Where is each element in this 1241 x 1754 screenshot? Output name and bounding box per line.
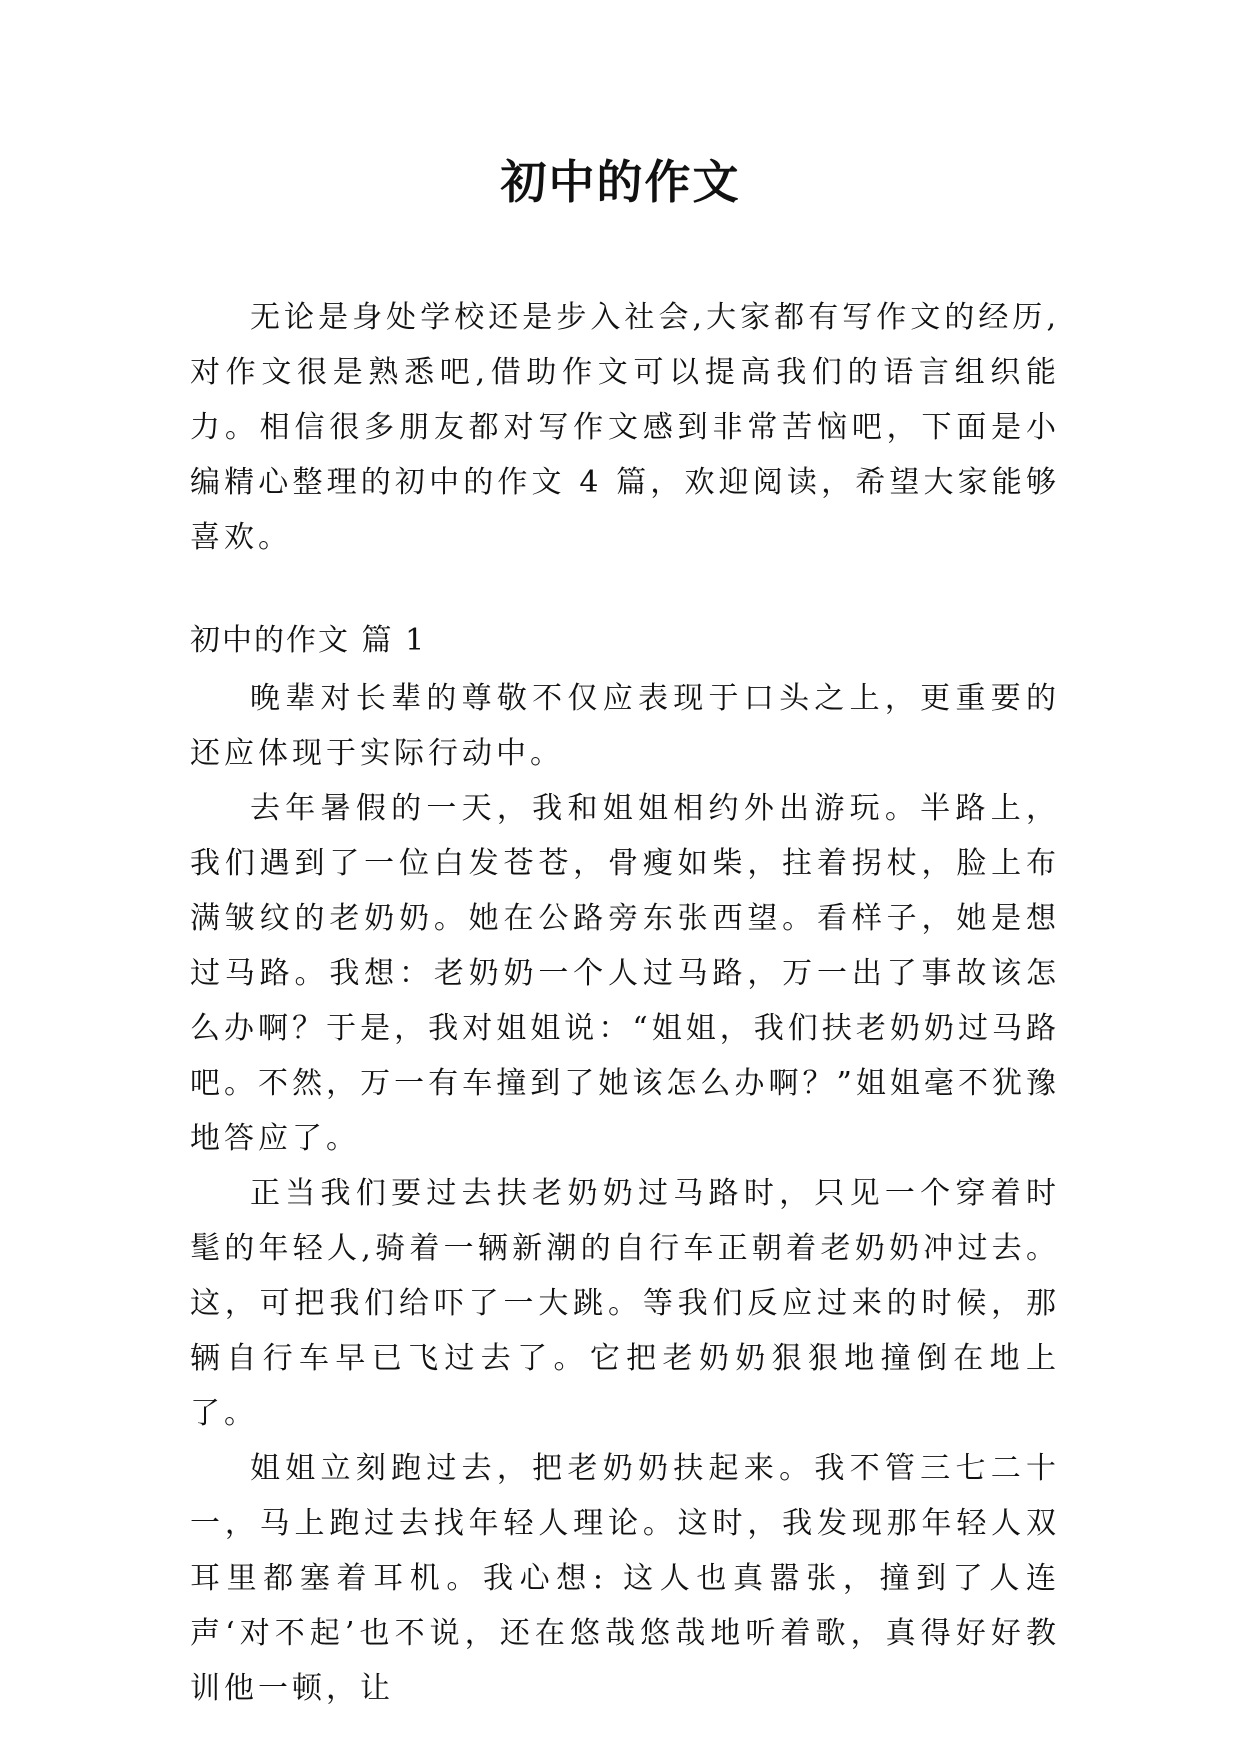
document-body — [190, 290, 1060, 1716]
body-paragraph: 正当我们要过去扶老奶奶过马路时，只见一个穿着时髦的年轻人,骑着一辆新潮的自行车正朝着老奶奶冲过去。这，可把我们给吓了一大跳。等我们反应过来的时候，那辆自行车早已飞过去了。它把老奶奶狠狠地撞倒在地上了。 — [190, 1176, 1060, 1431]
body-paragraph: 晚辈对长辈的尊敬不仅应表现于口头之上，更重要的还应体现于实际行动中。 — [190, 681, 1060, 771]
body-paragraph: 姐姐立刻跑过去，把老奶奶扶起来。我不管三七二十一，马上跑过去找年轻人理论。这时，我发现那年轻人双耳里都塞着耳机。我心想: 这人也真嚣张，撞到了人连声‘对不起’也不说，还在悠哉悠哉地听着歌，真得好好教训他一顿，让 — [190, 1451, 1060, 1706]
intro-paragraph: 无论是身处学校还是步入社会,大家都有写作文的经历,对作文很是熟悉吧,借助作文可以提高我们的语言组织能力。相信很多朋友都对写作文感到非常苦恼吧，下面是小编精心整理的初中的作文 4 篇，欢迎阅读，希望大家能够喜欢。 — [190, 300, 1060, 555]
section-heading: 初中的作文 篇 1 — [190, 623, 427, 658]
page-title: 初中的作文 — [500, 155, 741, 209]
body-paragraph: 去年暑假的一天，我和姐姐相约外出游玩。半路上，我们遇到了一位白发苍苍，骨瘦如柴，拄着拐杖，脸上布满皱纹的老奶奶。她在公路旁东张西望。看样子，她是想过马路。我想：老奶奶一个人过马路，万一出了事故该怎么办啊？于是，我对姐姐说：“姐姐，我们扶老奶奶过马路吧。不然，万一有车撞到了她该怎么办啊？”姐姐毫不犹豫地答应了。 — [190, 791, 1060, 1156]
